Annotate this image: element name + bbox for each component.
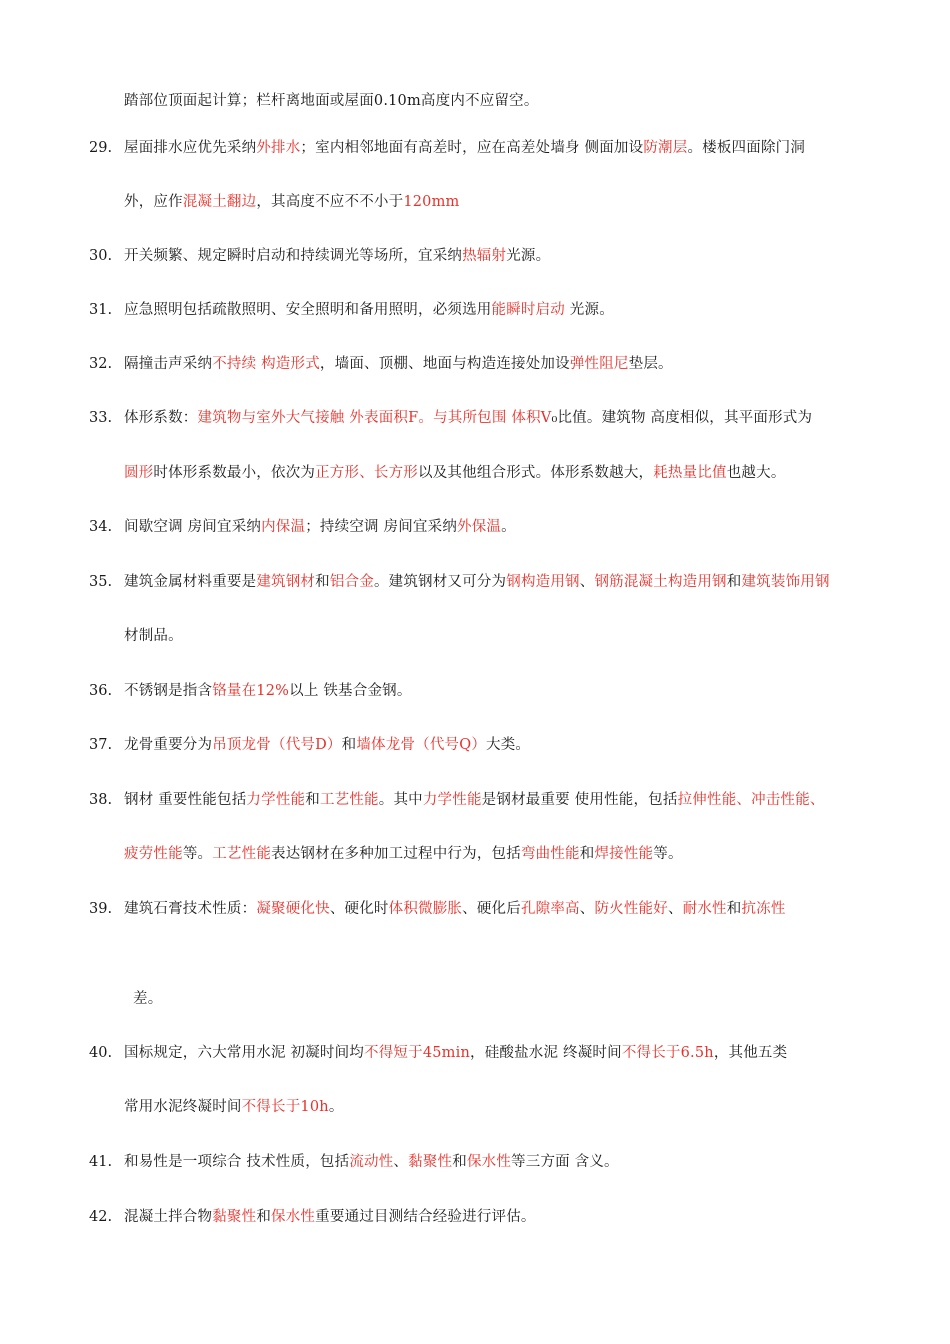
- text-segment: 和: [305, 792, 320, 808]
- highlighted-term: 不得长于6.5h: [621, 1045, 714, 1061]
- text-line: [124, 898, 786, 920]
- text-segment: 以及其他组合形式。体形系数越大，: [418, 465, 654, 481]
- highlighted-term: 混凝土翻边: [182, 194, 257, 210]
- text-segment: 和: [341, 737, 357, 753]
- highlighted-term: 凝聚硬化快: [256, 901, 330, 917]
- text-segment: 时体形系数最小，依次为: [153, 465, 316, 481]
- text-segment: ；室内相邻地面有高差时，应在高差处墙身 侧面加设: [300, 140, 644, 156]
- highlighted-term: 保水性: [271, 1209, 316, 1225]
- text-line: [124, 789, 825, 811]
- text-line: [124, 353, 673, 375]
- text-segment: 、硬化时: [329, 901, 389, 917]
- text-line: [124, 137, 805, 159]
- text-segment: 是钢材最重要 使用性能，包括: [481, 792, 678, 808]
- text-segment: 国标规定，六大常用水泥 初凝时间均: [124, 1045, 365, 1061]
- item-number: 30.: [89, 248, 113, 264]
- text-segment: 间歇空调 房间宜采纳: [124, 519, 262, 535]
- highlighted-term: 防火性能好: [594, 901, 668, 917]
- text-segment: 建筑石膏技术性质：: [124, 901, 257, 917]
- highlighted-term: 建筑装饰用钢: [741, 574, 830, 590]
- highlighted-term: 疲劳性能: [124, 846, 183, 862]
- text-segment: 和: [726, 901, 742, 917]
- text-line: [124, 245, 550, 267]
- highlighted-term: 力学性能: [246, 792, 306, 808]
- text-segment: 、: [579, 901, 595, 917]
- text-segment: 也越大。: [726, 465, 786, 481]
- text-line: [124, 1151, 619, 1173]
- item-number: 39.: [89, 901, 113, 917]
- highlighted-term: 保水性: [466, 1154, 512, 1170]
- text-segment: ；持续空调 房间宜采纳: [305, 519, 458, 535]
- text-segment: 。: [328, 1099, 344, 1115]
- highlighted-term: 不得短于45min: [364, 1045, 470, 1061]
- highlighted-term: 弯曲性能: [520, 846, 580, 862]
- highlighted-term: 热辐射: [462, 248, 507, 264]
- text-segment: 。建筑钢材又可分为: [373, 574, 507, 590]
- highlighted-term: 钢构造用钢: [506, 574, 580, 590]
- highlighted-term: 建筑钢材: [256, 574, 316, 590]
- text-segment: 、: [393, 1154, 409, 1170]
- highlighted-term: 吊顶龙骨（代号D）: [212, 737, 342, 753]
- highlighted-term: 体积微膨胀: [388, 901, 463, 917]
- text-segment: ，硅酸盐水泥 终凝时间: [470, 1045, 622, 1061]
- highlighted-term: 外保温: [457, 519, 502, 535]
- text-segment: 等。: [182, 846, 213, 862]
- text-segment: 和: [256, 1209, 272, 1225]
- text-line: [124, 516, 516, 538]
- highlighted-term: 耐水性: [682, 901, 727, 917]
- text-line: [124, 625, 183, 647]
- text-segment: 、硬化后: [462, 901, 521, 917]
- highlighted-term: 孔隙率高: [520, 901, 580, 917]
- highlighted-term: 120mm: [403, 194, 460, 210]
- text-segment: 开关频繁、规定瞬时启动和持续调光等场所，宜采纳: [124, 248, 463, 264]
- item-number: 35.: [89, 574, 113, 590]
- text-line: [124, 1096, 344, 1118]
- text-segment: 和: [579, 846, 595, 862]
- highlighted-term: 铝合金: [329, 574, 374, 590]
- highlighted-term: 黏聚性: [212, 1209, 257, 1225]
- highlighted-term: 工艺性能: [212, 846, 272, 862]
- text-segment: 混凝土拌合物: [124, 1209, 213, 1225]
- text-segment: 和: [452, 1154, 467, 1170]
- text-segment: 隔撞击声采纳: [124, 356, 213, 372]
- highlighted-term: 弹性阻尼: [569, 356, 629, 372]
- text-line: [133, 988, 162, 1010]
- highlighted-term: 外排水: [256, 140, 301, 156]
- text-segment: 等三方面 含义。: [511, 1154, 619, 1170]
- highlighted-term: 圆形: [124, 465, 154, 481]
- text-segment: ，其他五类: [713, 1045, 788, 1061]
- text-line: [124, 843, 683, 865]
- text-segment: 光源。: [506, 248, 551, 264]
- text-segment: 应急照明包括疏散照明、安全照明和备用照明，必须选用: [124, 302, 492, 318]
- highlighted-term: 流动性: [349, 1154, 394, 1170]
- text-segment: ，墙面、顶棚、地面与构造连接处加设: [319, 356, 570, 372]
- text-segment: 建筑金属材料重要是: [124, 574, 257, 590]
- item-number: 38.: [89, 792, 113, 808]
- text-line: [124, 571, 830, 593]
- item-number: 34.: [89, 519, 113, 535]
- text-line: [124, 462, 786, 484]
- item-number: 31.: [89, 302, 113, 318]
- text-segment: 和: [726, 574, 742, 590]
- text-segment: 大类。: [486, 737, 531, 753]
- text-segment: 以上 铁基合金钢。: [289, 683, 412, 699]
- text-line: [124, 1206, 536, 1228]
- text-segment: 和: [315, 574, 330, 590]
- text-segment: 、: [579, 574, 595, 590]
- text-segment: 龙骨重要分为: [124, 737, 213, 753]
- item-number: 40.: [89, 1045, 113, 1061]
- highlighted-term: 力学性能: [422, 792, 482, 808]
- text-segment: 踏部位顶面起计算；栏杆离地面或屋面0.10m高度内不应留空。: [124, 93, 539, 109]
- highlighted-term: 铬量在12%: [212, 683, 290, 699]
- item-number: 37.: [89, 737, 113, 753]
- text-segment: 和易性是一项综合 技术性质，包括: [124, 1154, 350, 1170]
- highlighted-term: 焊接性能: [594, 846, 654, 862]
- text-line: [124, 1042, 787, 1064]
- item-number: 29.: [89, 140, 113, 156]
- highlighted-term: 抗冻性: [741, 901, 786, 917]
- text-segment: 光源。: [565, 302, 614, 318]
- text-segment: 外，应作: [124, 194, 183, 210]
- text-segment: 、: [667, 901, 683, 917]
- text-segment: ，其高度不应不不小于: [256, 194, 404, 210]
- highlighted-term: 拉伸性能、冲击性能、: [677, 792, 825, 808]
- highlighted-term: 钢筋混凝土构造用钢: [594, 574, 727, 590]
- text-segment: 体形系数：: [124, 410, 198, 426]
- highlighted-term: 工艺性能: [319, 792, 379, 808]
- highlighted-term: 能瞬时启动: [491, 302, 565, 318]
- highlighted-term: 不持续 构造形式: [212, 356, 320, 372]
- text-line: [124, 191, 460, 213]
- item-number: 32.: [89, 356, 113, 372]
- text-segment: 。楼板四面除门洞: [687, 140, 806, 156]
- text-segment: ₀: [551, 410, 558, 426]
- highlighted-term: 黏聚性: [408, 1154, 453, 1170]
- text-line: [124, 90, 539, 112]
- highlighted-term: 墙体龙骨（代号Q）: [356, 737, 487, 753]
- highlighted-term: 内保温: [261, 519, 306, 535]
- highlighted-term: 耗热量比值: [653, 465, 727, 481]
- text-segment: 比值。建筑物 高度相似，其平面形式为: [557, 410, 813, 426]
- text-segment: 差。: [133, 991, 163, 1007]
- text-line: [124, 407, 812, 429]
- item-number: 42.: [89, 1209, 113, 1225]
- highlighted-term: 建筑物与室外大气接触 外表面积F。与其所包围 体积V: [197, 410, 552, 426]
- text-segment: 屋面排水应优先采纳: [124, 140, 257, 156]
- text-segment: 等。: [653, 846, 683, 862]
- text-segment: 重要通过目测结合经验进行评估。: [315, 1209, 536, 1225]
- highlighted-term: 不得长于10h: [241, 1099, 329, 1115]
- item-number: 33.: [89, 410, 113, 426]
- text-segment: 材制品。: [124, 628, 183, 644]
- text-line: [124, 299, 614, 321]
- text-line: [124, 680, 412, 702]
- item-number: 36.: [89, 683, 113, 699]
- highlighted-term: 正方形、长方形: [315, 465, 419, 481]
- text-segment: 。其中: [378, 792, 423, 808]
- text-segment: 垫层。: [628, 356, 673, 372]
- item-number: 41.: [89, 1154, 113, 1170]
- text-segment: 常用水泥终凝时间: [124, 1099, 242, 1115]
- highlighted-term: 防潮层: [643, 140, 688, 156]
- text-segment: 钢材 重要性能包括: [124, 792, 247, 808]
- text-segment: 不锈钢是指含: [124, 683, 213, 699]
- text-segment: 。: [501, 519, 516, 535]
- text-segment: 表达钢材在多种加工过程中行为，包括: [271, 846, 521, 862]
- text-line: [124, 734, 530, 756]
